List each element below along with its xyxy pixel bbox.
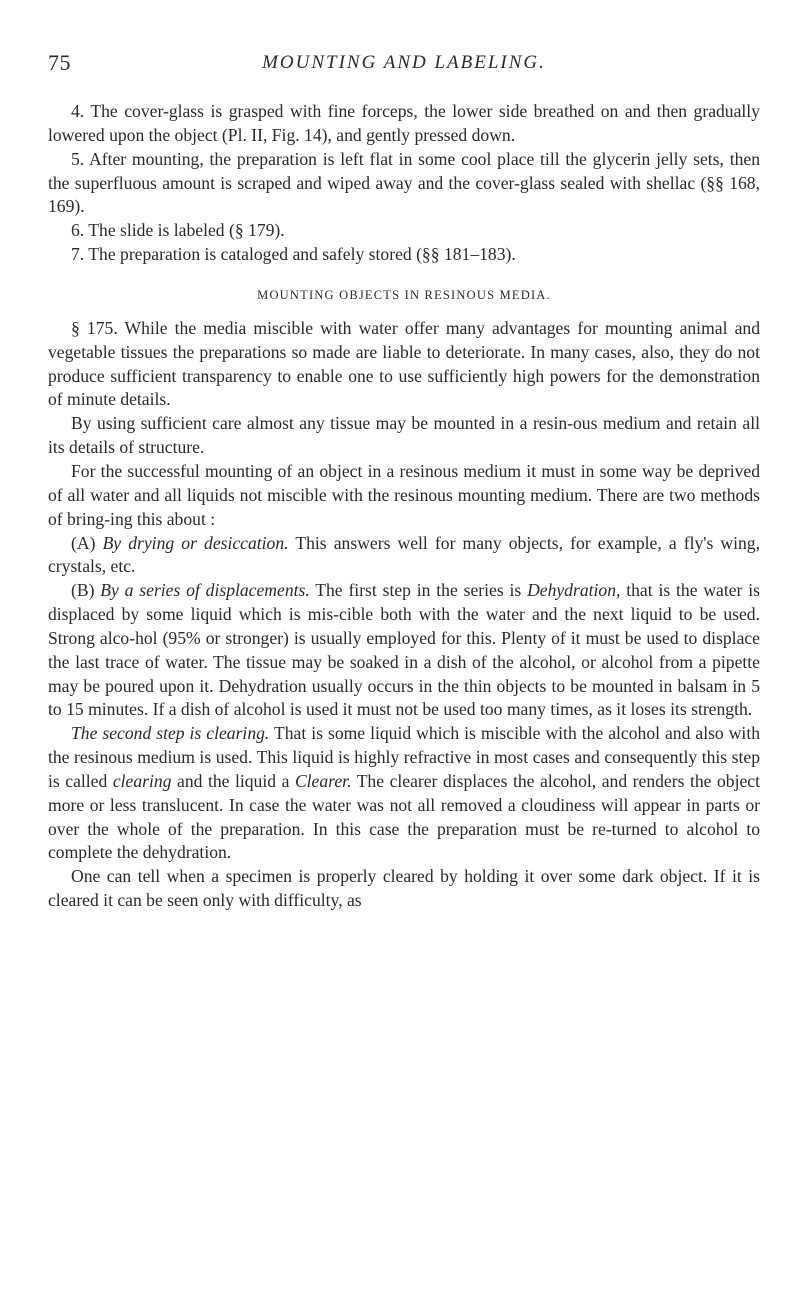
method-a — [48, 532, 760, 580]
clearing-title: The second step is clearing. — [71, 723, 270, 744]
section-heading: MOUNTING OBJECTS IN RESINOUS MEDIA. — [257, 287, 551, 302]
clearing-details: The clearer displaces the alcohol, and renders the object more or less translucent. In case the water was not all removed a cloudiness will appear in parts or over the whole of the preparation. In this case the preparation must be re-turned to alcohol to complete the dehydration. — [48, 770, 760, 863]
method-b-text: The first step in the series is — [315, 580, 522, 601]
clearing-term: clearing — [112, 770, 172, 791]
step-6: 6. The slide is labeled (§ 179). — [71, 220, 285, 241]
running-head — [48, 50, 760, 84]
clearing-text: That is some liquid which is miscible with the alcohol and also with the resinous medium is used. This liquid is highly refractive in most cases and consequently this step is called — [48, 723, 761, 791]
step-5: 5. After mounting, the preparation is left flat in some cool place till the glycerin jelly sets, then the superfluous amount is scraped and wiped away and the cover-glass sealed with shellac (§§ 168, 169). — [48, 148, 760, 217]
method-b-details: that is the water is displaced by some liquid which is mis-cible both with the water and the next liquid to be used. Strong alco-hol (95% or stronger) is usually employed for this. Plenty of it must be used to displace the last trace of water. The tissue may be soaked in a dish of the alcohol, or alcohol from a pipette may be poured upon it. Dehydration usually occurs in the thin objects to be mounted in balsam in 5 to 15 minutes. If a dish of alcohol is used it must not be used too many times, as it loses its strength. — [48, 580, 760, 720]
paragraph-two-methods: For the successful mounting of an object in a resinous medium it must in some way be deprived of all water and all liquids not miscible with the resinous mounting medium. There are two methods of bring-ing this about : — [48, 460, 760, 529]
clearer-term: Clearer. — [294, 770, 352, 791]
clearing-step — [48, 722, 760, 865]
method-b-label: (B) — [71, 580, 95, 601]
method-a-label: (A) — [71, 532, 96, 553]
page-number: 75 — [48, 50, 71, 75]
dehydration-term: Dehydration, — [527, 580, 621, 601]
method-a-text: This answers well for many objects, for example, a fly's wing, crystals, etc. — [48, 532, 760, 577]
paragraph-resinous-mounting: By using sufficient care almost any tissue may be mounted in a resin-ous medium and retain all its details of structure. — [48, 413, 760, 458]
method-a-title: By drying or desiccation. — [102, 532, 289, 553]
paragraph-cleared-test: One can tell when a specimen is properly cleared by holding it over some dark object. If it is cleared it can be seen only with difficulty, as — [48, 866, 760, 911]
page-text — [48, 100, 760, 913]
book-page — [48, 50, 760, 913]
method-b-title: By a series of displacements. — [100, 580, 310, 601]
paragraph-175: § 175. While the media miscible with water offer many advantages for mounting animal and vegetable tissues the preparations so made are liable to deteriorate. In many cases, also, they do not produce sufficient transparency to enable one to use sufficiently high powers for the demonstration of minute details. — [48, 317, 760, 410]
clearing-text-2: and the liquid a — [177, 770, 290, 791]
step-4: 4. The cover-glass is grasped with fine forceps, the lower side breathed on and then gradually lowered upon the object (Pl. II, Fig. 14), and gently pressed down. — [48, 101, 760, 145]
running-title: MOUNTING AND LABELING. — [262, 52, 546, 73]
method-b — [48, 579, 760, 722]
step-7: 7. The preparation is cataloged and safely stored (§§ 181–183). — [71, 244, 516, 265]
